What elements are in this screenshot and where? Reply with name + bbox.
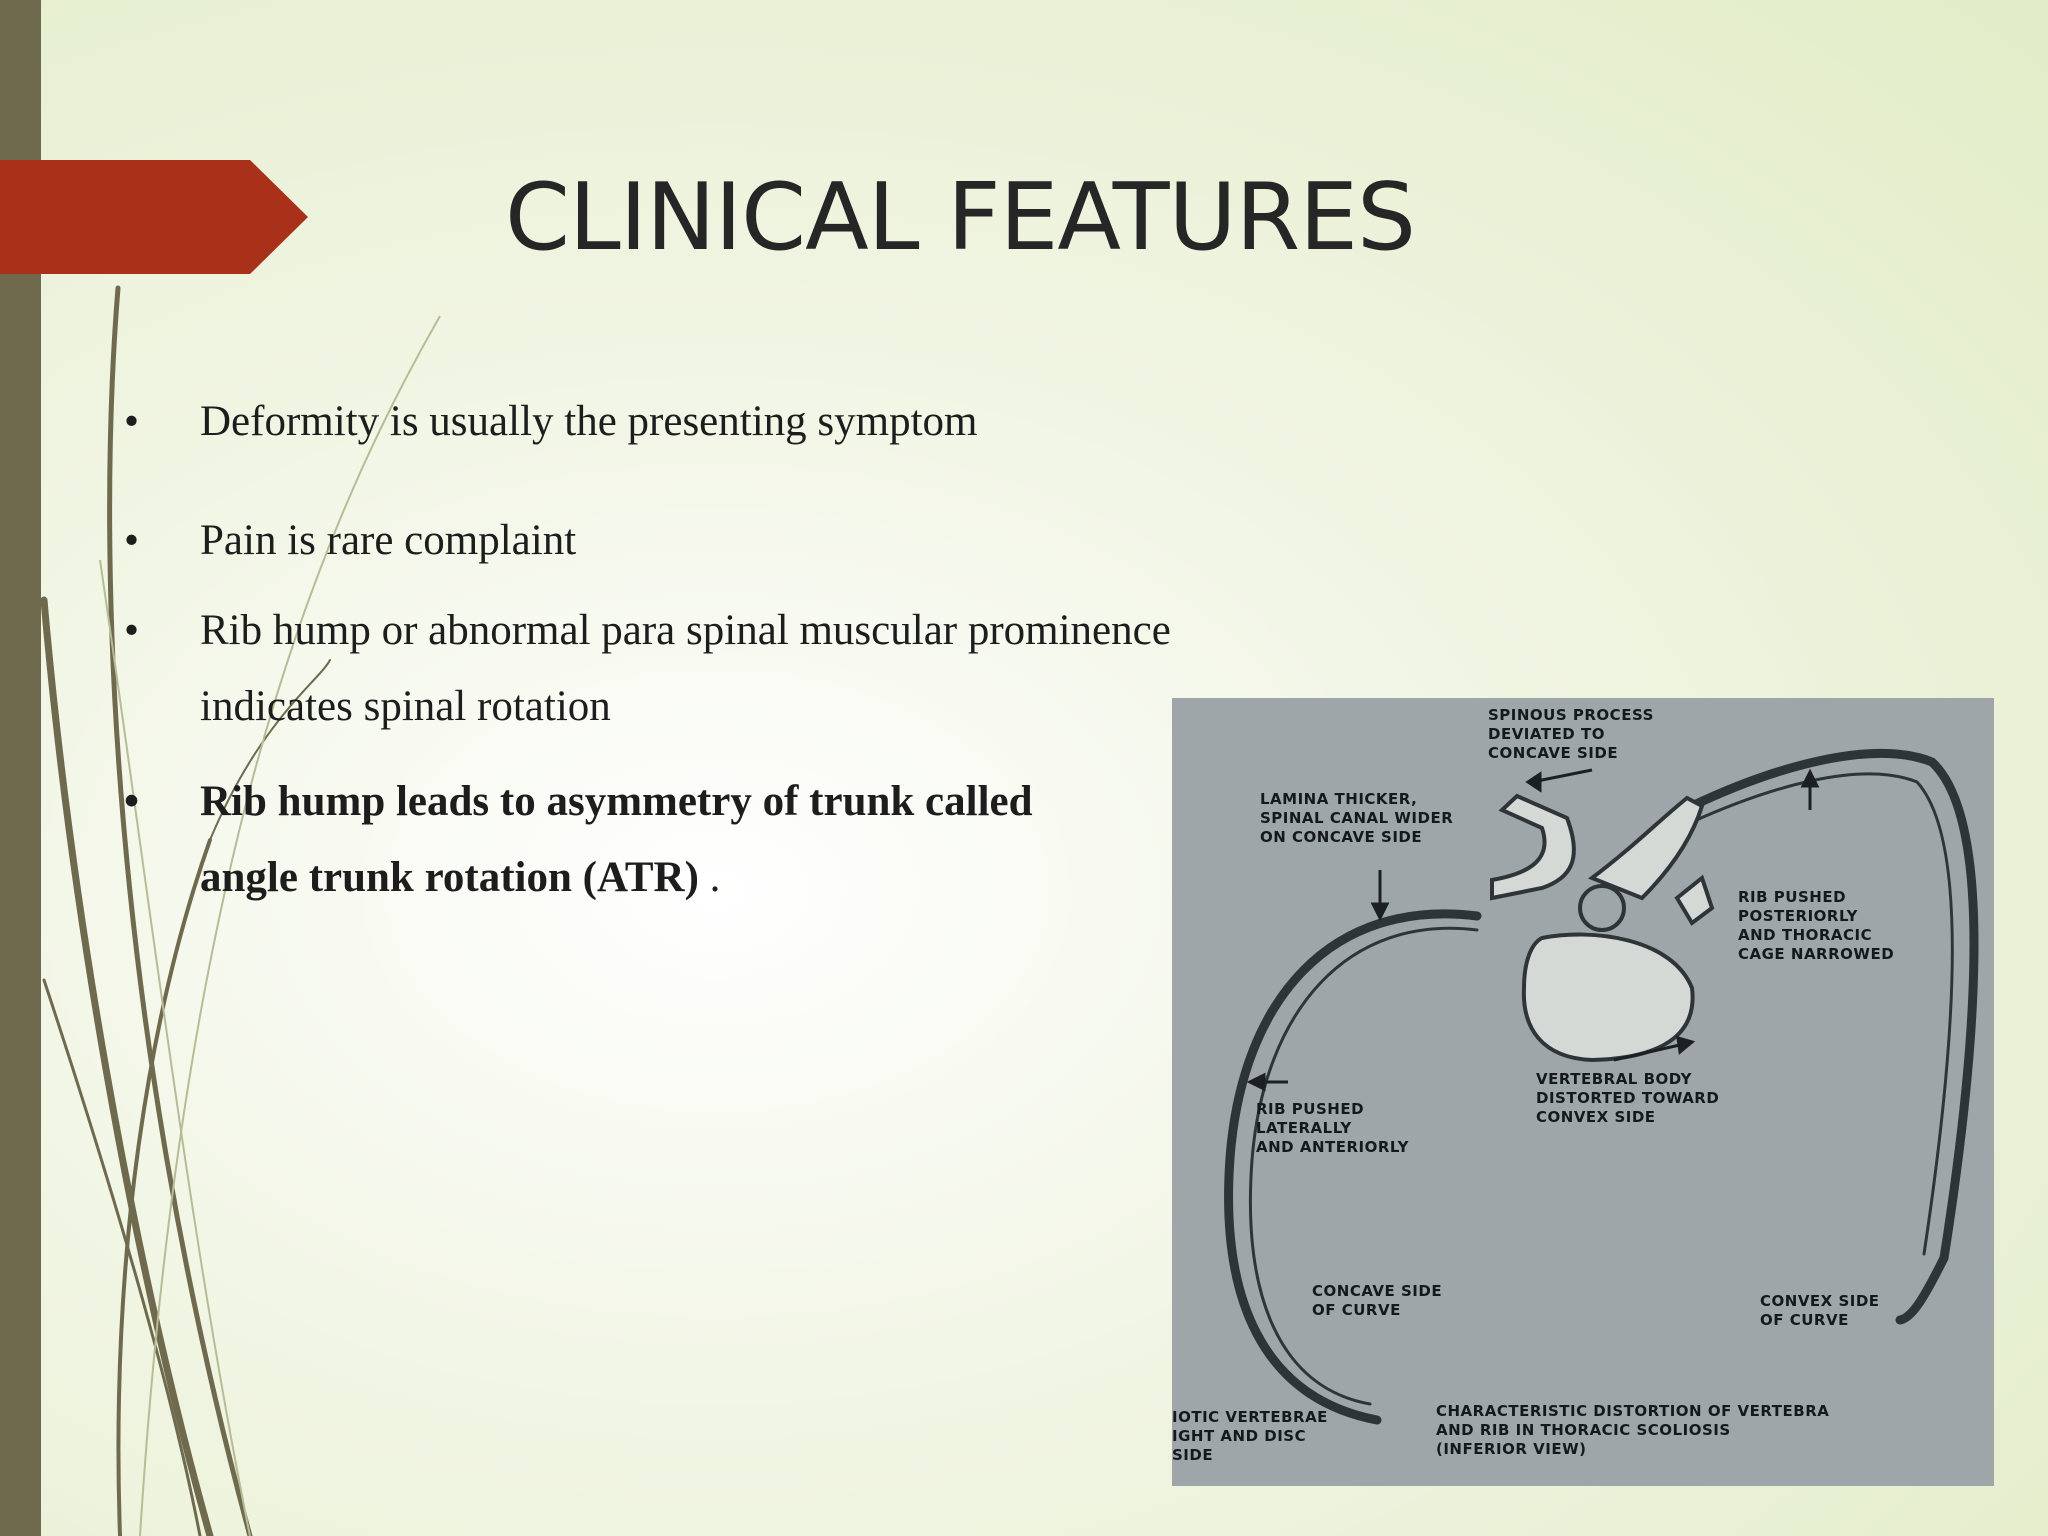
bullet-item-atr [124, 764, 1124, 916]
label-lamina: LAMINA THICKER, SPINAL CANAL WIDER ON CONCAVE SIDE [1260, 790, 1454, 846]
bullet-trailing-period: . [698, 854, 721, 901]
bullet-text-group [200, 764, 1124, 916]
figure-caption: CHARACTERISTIC DISTORTION OF VERTEBRA AND RIB IN THORACIC SCOLIOSIS (INFERIOR VIEW) [1436, 1402, 1830, 1458]
bullet-marker: • [124, 517, 140, 564]
bullet-item-rib-hump [124, 593, 1284, 745]
label-rib-posterior: RIB PUSHED POSTERIORLY AND THORACIC CAGE NARROWED [1738, 888, 1895, 963]
scoliosis-diagram-image [1172, 698, 1994, 1486]
bullet-text: Rib hump or abnormal para spinal muscular prominence indicates spinal rotation [200, 607, 1171, 730]
label-rib-lateral: RIB PUSHED LATERALLY AND ANTERIORLY [1256, 1100, 1409, 1156]
bullet-text: Rib hump leads to asymmetry of trunk called angle trunk rotation (ATR) [200, 778, 1033, 901]
label-spinous-process: SPINOUS PROCESS DEVIATED TO CONCAVE SIDE [1488, 706, 1654, 762]
bullet-marker: • [124, 778, 140, 825]
label-vertebral-body: VERTEBRAL BODY DISTORTED TOWARD CONVEX SIDE [1536, 1070, 1720, 1126]
title-accent-arrow [0, 160, 308, 274]
label-convex-side: CONVEX SIDE OF CURVE [1760, 1292, 1880, 1329]
bullet-item-deformity [124, 384, 1224, 460]
bullet-item-pain [124, 503, 1224, 579]
slide-title: CLINICAL FEATURES [504, 163, 1416, 271]
bullet-text: Pain is rare complaint [200, 517, 577, 564]
label-concave-side: CONCAVE SIDE OF CURVE [1312, 1282, 1443, 1319]
label-scoliotic-vertebrae: IOTIC VERTEBRAE IGHT AND DISC SIDE [1172, 1408, 1328, 1464]
bullet-text: Deformity is usually the presenting symptom [200, 398, 978, 445]
bullet-marker: • [124, 398, 140, 445]
bullet-marker: • [124, 607, 140, 654]
